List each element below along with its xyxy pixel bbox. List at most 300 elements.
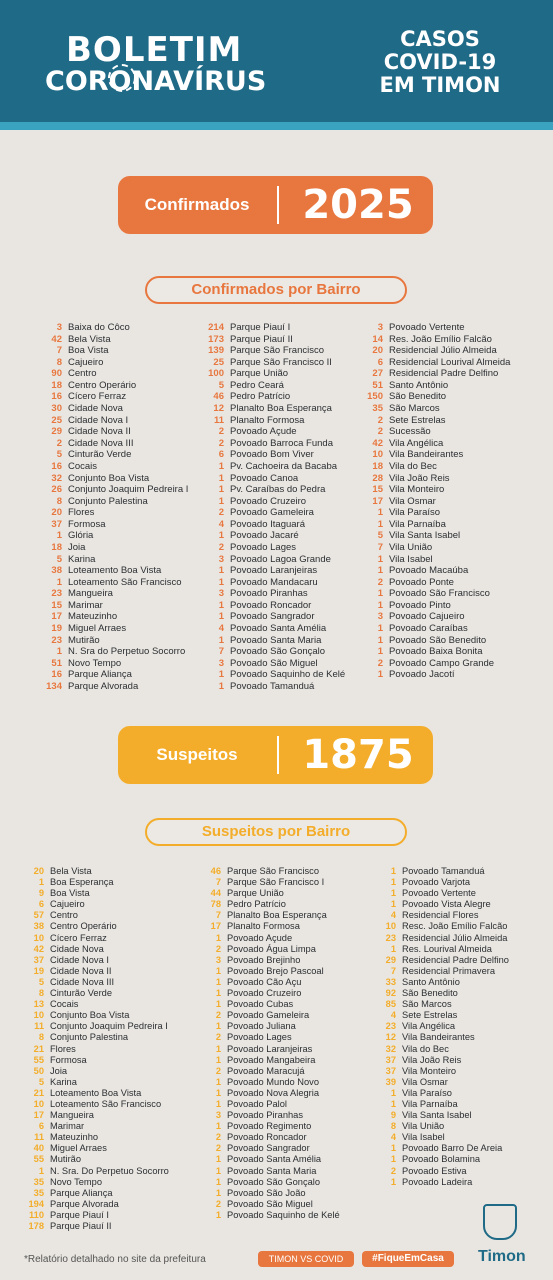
list-item — [34, 611, 188, 623]
list-item — [355, 368, 510, 380]
case-count: 7 — [218, 646, 224, 658]
list-item — [355, 415, 510, 427]
case-count: 2 — [377, 426, 383, 438]
list-item — [16, 1055, 169, 1066]
case-count: 5 — [38, 976, 44, 987]
case-count: 8 — [56, 356, 62, 368]
neighborhood-name: Centro — [68, 368, 97, 380]
list-item — [34, 438, 188, 450]
case-count: 29 — [51, 426, 62, 438]
case-count: 9 — [390, 1110, 396, 1121]
neighborhood-name: Povoado Laranjeiras — [227, 1043, 313, 1054]
case-count: 7 — [215, 910, 221, 921]
neighborhood-name: Povoado Brejinho — [227, 954, 301, 965]
neighborhood-name: Povoado São Benedito — [389, 634, 487, 646]
case-count: 44 — [210, 888, 221, 899]
case-count: 14 — [372, 333, 383, 345]
list-item — [368, 1032, 509, 1043]
neighborhood-name: Novo Tempo — [68, 657, 122, 669]
case-count: 15 — [51, 599, 62, 611]
case-count: 21 — [33, 1087, 44, 1098]
list-item — [196, 426, 345, 438]
neighborhood-name: Vila Santa Isabel — [389, 530, 461, 542]
neighborhood-name: Vila do Bec — [402, 1043, 449, 1054]
list-item — [355, 473, 510, 485]
neighborhood-name: Cidade Nova II — [50, 965, 112, 976]
neighborhood-name: Pedro Ceará — [230, 379, 284, 391]
list-item — [34, 530, 188, 542]
list-item — [355, 635, 510, 647]
list-item — [193, 866, 340, 877]
neighborhood-name: Povoado Pinto — [389, 599, 451, 611]
case-count: 20 — [33, 866, 44, 876]
case-count: 10 — [385, 921, 396, 932]
list-item — [196, 403, 345, 415]
case-count: 1 — [218, 680, 224, 692]
neighborhood-name: Centro — [50, 910, 78, 921]
list-item — [196, 577, 345, 589]
neighborhood-name: Povoado Cajueiro — [389, 611, 465, 623]
case-count: 21 — [33, 1043, 44, 1054]
neighborhood-name: Povoado São Miguel — [227, 1198, 313, 1209]
list-item — [193, 1154, 340, 1165]
list-item — [196, 565, 345, 577]
list-item — [355, 438, 510, 450]
neighborhood-name: Cajueiro — [68, 356, 104, 368]
list-item — [193, 955, 340, 966]
neighborhood-name: São Benedito — [402, 988, 458, 999]
list-item — [34, 507, 188, 519]
list-item — [16, 1177, 169, 1188]
case-count: 19 — [33, 965, 44, 976]
brand-timon: Timon — [478, 1248, 526, 1265]
case-count: 5 — [56, 449, 62, 461]
neighborhood-name: Joia — [68, 541, 86, 553]
list-item — [34, 334, 188, 346]
case-count: 178 — [28, 1221, 44, 1231]
list-item — [355, 658, 510, 670]
neighborhood-name: Povoado Sangrador — [227, 1143, 310, 1154]
case-count: 1 — [38, 1165, 44, 1176]
list-item — [193, 977, 340, 988]
list-item — [34, 588, 188, 600]
list-item — [196, 519, 345, 531]
list-item — [34, 461, 188, 473]
neighborhood-name: Parque São Francisco II — [230, 356, 332, 368]
neighborhood-name: Mutirão — [68, 634, 100, 646]
confirmed-col-1 — [34, 322, 188, 693]
list-item — [193, 877, 340, 888]
list-item — [16, 955, 169, 966]
suspected-col-3 — [368, 866, 509, 1188]
list-item — [34, 496, 188, 508]
neighborhood-name: Centro Operário — [50, 921, 117, 932]
list-item — [34, 368, 188, 380]
neighborhood-name: Vila Bandeirantes — [402, 1032, 475, 1043]
case-count: 2 — [218, 507, 224, 519]
neighborhood-name: Povoado Jacotí — [389, 669, 455, 681]
case-count: 92 — [385, 988, 396, 999]
neighborhood-name: São Benedito — [389, 391, 447, 403]
case-count: 38 — [51, 565, 62, 577]
neighborhood-name: Karina — [68, 553, 96, 565]
case-count: 51 — [372, 379, 383, 391]
list-item — [368, 1055, 509, 1066]
list-item — [196, 473, 345, 485]
case-count: 27 — [372, 368, 383, 380]
list-item — [196, 322, 345, 334]
banner-divider — [277, 736, 279, 774]
neighborhood-name: Povoado Maracujá — [227, 1065, 305, 1076]
timon-vs-covid-tag: TIMON VS COVID — [258, 1251, 354, 1267]
neighborhood-name: Povoado Santa Maria — [230, 634, 322, 646]
list-item — [34, 426, 188, 438]
neighborhood-name: Cícero Ferraz — [68, 391, 127, 403]
case-count: 55 — [33, 1054, 44, 1065]
case-count: 3 — [218, 553, 224, 565]
neighborhood-name: Povoado Santa Amélia — [227, 1154, 322, 1165]
list-item — [368, 1099, 509, 1110]
neighborhood-name: Glória — [68, 530, 94, 542]
case-count: 1 — [377, 507, 383, 519]
neighborhood-name: Povoado Cruzeiro — [227, 988, 302, 999]
list-item — [196, 588, 345, 600]
neighborhood-name: Povoado Saquinho de Kelé — [227, 1209, 340, 1220]
list-item — [355, 461, 510, 473]
neighborhood-name: Planalto Boa Esperança — [230, 403, 332, 415]
case-count: 18 — [51, 541, 62, 553]
neighborhood-name: Mutirão — [50, 1154, 82, 1165]
neighborhood-name: Cinturão Verde — [68, 449, 132, 461]
neighborhood-name: Cocais — [68, 460, 98, 472]
case-count: 23 — [385, 932, 396, 943]
case-count: 2 — [218, 426, 224, 438]
case-count: 3 — [377, 322, 383, 333]
neighborhood-name: Povoado Varjota — [402, 877, 471, 888]
neighborhood-name: São Marcos — [402, 999, 452, 1010]
neighborhood-name: Cajueiro — [50, 899, 85, 910]
list-item — [196, 669, 345, 681]
case-count: 1 — [390, 1154, 396, 1165]
header-title: CASOS COVID-19 EM TIMON — [379, 27, 501, 97]
list-item — [368, 933, 509, 944]
neighborhood-name: Res. João Emílio Falcão — [389, 333, 492, 345]
list-item — [368, 988, 509, 999]
neighborhood-name: Povoado Gameleira — [230, 507, 314, 519]
neighborhood-name: Povoado Juliana — [227, 1021, 296, 1032]
neighborhood-name: Povoado Vertente — [389, 322, 465, 333]
list-item — [34, 403, 188, 415]
case-count: 1 — [390, 888, 396, 899]
case-count: 85 — [385, 999, 396, 1010]
case-count: 35 — [33, 1176, 44, 1187]
list-item — [355, 345, 510, 357]
neighborhood-name: Mateuzinho — [68, 611, 118, 623]
list-item — [193, 1010, 340, 1021]
case-count: 35 — [372, 403, 383, 415]
list-item — [368, 1044, 509, 1055]
list-item — [193, 888, 340, 899]
neighborhood-name: Mateuzinho — [50, 1132, 99, 1143]
neighborhood-name: Povoado Piranhas — [227, 1110, 303, 1121]
case-count: 57 — [33, 910, 44, 921]
list-item — [196, 345, 345, 357]
case-count: 37 — [51, 518, 62, 530]
case-count: 1 — [218, 460, 224, 472]
suspected-col-2 — [193, 866, 340, 1221]
neighborhood-name: Povoado Brejo Pascoal — [227, 965, 324, 976]
case-count: 28 — [372, 472, 383, 484]
neighborhood-name: Residencial Primavera — [402, 965, 496, 976]
neighborhood-name: Povoado Santa Amélia — [230, 623, 327, 635]
neighborhood-name: Cidade Nova — [68, 403, 123, 415]
case-count: 1 — [218, 472, 224, 484]
neighborhood-name: Conjunto Joaquim Pedreira I — [68, 484, 189, 496]
neighborhood-name: Povoado Cão Açu — [227, 976, 302, 987]
neighborhood-name: Vila Isabel — [389, 553, 433, 565]
list-item — [355, 600, 510, 612]
case-count: 1 — [390, 1098, 396, 1109]
neighborhood-name: Povoado Campo Grande — [389, 657, 495, 669]
case-count: 33 — [385, 976, 396, 987]
case-count: 26 — [51, 484, 62, 496]
neighborhood-name: Povoado Barro De Areia — [402, 1143, 503, 1154]
neighborhood-name: Vila Bandeirantes — [389, 449, 464, 461]
case-count: 1 — [215, 1154, 221, 1165]
case-count: 1 — [377, 634, 383, 646]
neighborhood-name: Cícero Ferraz — [50, 932, 107, 943]
list-item — [34, 635, 188, 647]
list-item — [34, 623, 188, 635]
neighborhood-name: Cidade Nova III — [68, 437, 134, 449]
case-count: 2 — [218, 541, 224, 553]
case-count: 10 — [372, 449, 383, 461]
list-item — [16, 899, 169, 910]
list-item — [368, 899, 509, 910]
neighborhood-name: Vila Osmar — [402, 1076, 448, 1087]
case-count: 17 — [372, 495, 383, 507]
list-item — [34, 357, 188, 369]
list-item — [196, 380, 345, 392]
case-count: 5 — [38, 1076, 44, 1087]
list-item — [355, 611, 510, 623]
neighborhood-name: Povoado Saquinho de Kelé — [230, 669, 346, 681]
case-count: 10 — [33, 1098, 44, 1109]
case-count: 2 — [377, 414, 383, 426]
neighborhood-name: Povoado Ponte — [389, 576, 454, 588]
neighborhood-name: Joia — [50, 1065, 68, 1076]
case-count: 1 — [377, 599, 383, 611]
neighborhood-name: Parque União — [230, 368, 289, 380]
case-count: 29 — [385, 954, 396, 965]
neighborhood-name: Conjunto Palestina — [68, 495, 148, 507]
case-count: 1 — [215, 1076, 221, 1087]
list-item — [193, 1110, 340, 1121]
list-item — [16, 1066, 169, 1077]
confirmed-banner — [118, 176, 433, 234]
city-crest-icon — [483, 1204, 517, 1240]
neighborhood-name: Karina — [50, 1076, 77, 1087]
list-item — [34, 554, 188, 566]
neighborhood-name: Vila União — [402, 1121, 445, 1132]
list-item — [196, 391, 345, 403]
case-count: 1 — [377, 669, 383, 681]
neighborhood-name: Parque São Francisco — [227, 866, 319, 876]
list-item — [196, 542, 345, 554]
neighborhood-name: Flores — [68, 507, 95, 519]
case-count: 1 — [377, 588, 383, 600]
case-count: 18 — [372, 460, 383, 472]
list-item — [196, 623, 345, 635]
neighborhood-name: Vila Angélica — [402, 1021, 456, 1032]
case-count: 35 — [33, 1187, 44, 1198]
neighborhood-name: Povoado Caraíbas — [389, 623, 468, 635]
neighborhood-name: Conjunto Boa Vista — [50, 1010, 130, 1021]
list-item — [16, 988, 169, 999]
case-count: 7 — [390, 965, 396, 976]
case-count: 7 — [56, 345, 62, 357]
list-item — [355, 357, 510, 369]
neighborhood-name: Sucessão — [389, 426, 431, 438]
list-item — [355, 646, 510, 658]
neighborhood-name: Planalto Formosa — [227, 921, 300, 932]
case-count: 1 — [215, 1087, 221, 1098]
case-count: 3 — [215, 1110, 221, 1121]
list-item — [368, 921, 509, 932]
case-count: 17 — [51, 611, 62, 623]
list-item — [196, 658, 345, 670]
neighborhood-name: Cocais — [50, 999, 79, 1010]
neighborhood-name: Residencial Padre Delfino — [389, 368, 499, 380]
list-item — [355, 403, 510, 415]
case-count: 6 — [38, 1121, 44, 1132]
neighborhood-name: Povoado Bolamina — [402, 1154, 481, 1165]
neighborhood-name: Santo Antônio — [389, 379, 449, 391]
case-count: 20 — [372, 345, 383, 357]
neighborhood-name: Povoado Mundo Novo — [227, 1076, 319, 1087]
neighborhood-name: Povoado Roncador — [230, 599, 312, 611]
case-count: 100 — [208, 368, 224, 380]
case-count: 1 — [377, 646, 383, 658]
case-count: 4 — [390, 1010, 396, 1021]
list-item — [196, 507, 345, 519]
neighborhood-name: N. Sra do Perpetuo Socorro — [68, 646, 186, 658]
neighborhood-name: Povoado Lages — [230, 541, 297, 553]
neighborhood-name: Pv. Cachoeira da Bacaba — [230, 460, 338, 472]
list-item — [193, 1143, 340, 1154]
case-count: 17 — [210, 921, 221, 932]
neighborhood-name: Vila Paraíso — [402, 1087, 452, 1098]
list-item — [16, 888, 169, 899]
neighborhood-name: Povoado São Miguel — [230, 657, 318, 669]
header — [0, 0, 553, 128]
list-item — [368, 910, 509, 921]
case-count: 46 — [213, 391, 224, 403]
case-count: 16 — [51, 460, 62, 472]
neighborhood-name: Parque Piauí II — [230, 333, 293, 345]
case-count: 42 — [33, 943, 44, 954]
list-item — [193, 1188, 340, 1199]
list-item — [196, 530, 345, 542]
neighborhood-name: Conjunto Joaquim Pedreira I — [50, 1021, 168, 1032]
case-count: 4 — [218, 518, 224, 530]
case-count: 8 — [56, 495, 62, 507]
neighborhood-name: Povoado Macaúba — [389, 565, 469, 577]
case-count: 4 — [390, 910, 396, 921]
virus-icon — [108, 64, 136, 92]
case-count: 1 — [56, 646, 62, 658]
neighborhood-name: Boa Esperança — [50, 877, 114, 888]
case-count: 55 — [33, 1154, 44, 1165]
neighborhood-name: Cidade Nova I — [50, 954, 109, 965]
neighborhood-name: Bela Vista — [50, 866, 92, 876]
case-count: 1 — [218, 611, 224, 623]
case-count: 1 — [377, 518, 383, 530]
neighborhood-name: Cidade Nova II — [68, 426, 131, 438]
case-count: 1 — [218, 530, 224, 542]
case-count: 1 — [218, 634, 224, 646]
list-item — [193, 944, 340, 955]
list-item — [34, 449, 188, 461]
list-item — [16, 1021, 169, 1032]
case-count: 10 — [33, 1010, 44, 1021]
neighborhood-name: Vila União — [389, 541, 433, 553]
neighborhood-name: Povoado São Gonçalo — [227, 1176, 321, 1187]
list-item — [355, 507, 510, 519]
neighborhood-name: Povoado Lages — [227, 1032, 292, 1043]
case-count: 1 — [390, 1143, 396, 1154]
suspected-label: Suspeitos — [156, 745, 238, 764]
neighborhood-name: Povoado Regimento — [227, 1121, 312, 1132]
list-item — [16, 1044, 169, 1055]
list-item — [355, 519, 510, 531]
case-count: 6 — [218, 449, 224, 461]
list-item — [16, 910, 169, 921]
case-count: 5 — [377, 530, 383, 542]
list-item — [355, 577, 510, 589]
case-count: 30 — [51, 403, 62, 415]
neighborhood-name: Povoado Cruzeiro — [230, 495, 307, 507]
neighborhood-name: Povoado Bom Viver — [230, 449, 314, 461]
list-item — [196, 449, 345, 461]
list-item — [193, 988, 340, 999]
case-count: 194 — [28, 1198, 44, 1209]
list-item — [193, 1210, 340, 1221]
neighborhood-name: Residencial Lourival Almeida — [389, 356, 511, 368]
list-item — [368, 1077, 509, 1088]
list-item — [34, 473, 188, 485]
case-count: 1 — [215, 988, 221, 999]
case-count: 2 — [215, 1010, 221, 1021]
case-count: 1 — [390, 899, 396, 910]
case-count: 42 — [372, 437, 383, 449]
case-count: 8 — [38, 988, 44, 999]
list-item — [368, 1166, 509, 1177]
case-count: 12 — [385, 1032, 396, 1043]
list-item — [16, 1221, 169, 1232]
list-item — [16, 1199, 169, 1210]
list-item — [368, 877, 509, 888]
list-item — [193, 1055, 340, 1066]
neighborhood-name: Povoado Mandacaru — [230, 576, 318, 588]
neighborhood-name: Vila João Reis — [389, 472, 450, 484]
list-item — [16, 1143, 169, 1154]
list-item — [368, 955, 509, 966]
neighborhood-name: Loteamento São Francisco — [50, 1098, 162, 1109]
confirmed-col-2 — [196, 322, 345, 693]
list-item — [368, 1177, 509, 1188]
neighborhood-name: Povoado Vista Alegre — [402, 899, 491, 910]
